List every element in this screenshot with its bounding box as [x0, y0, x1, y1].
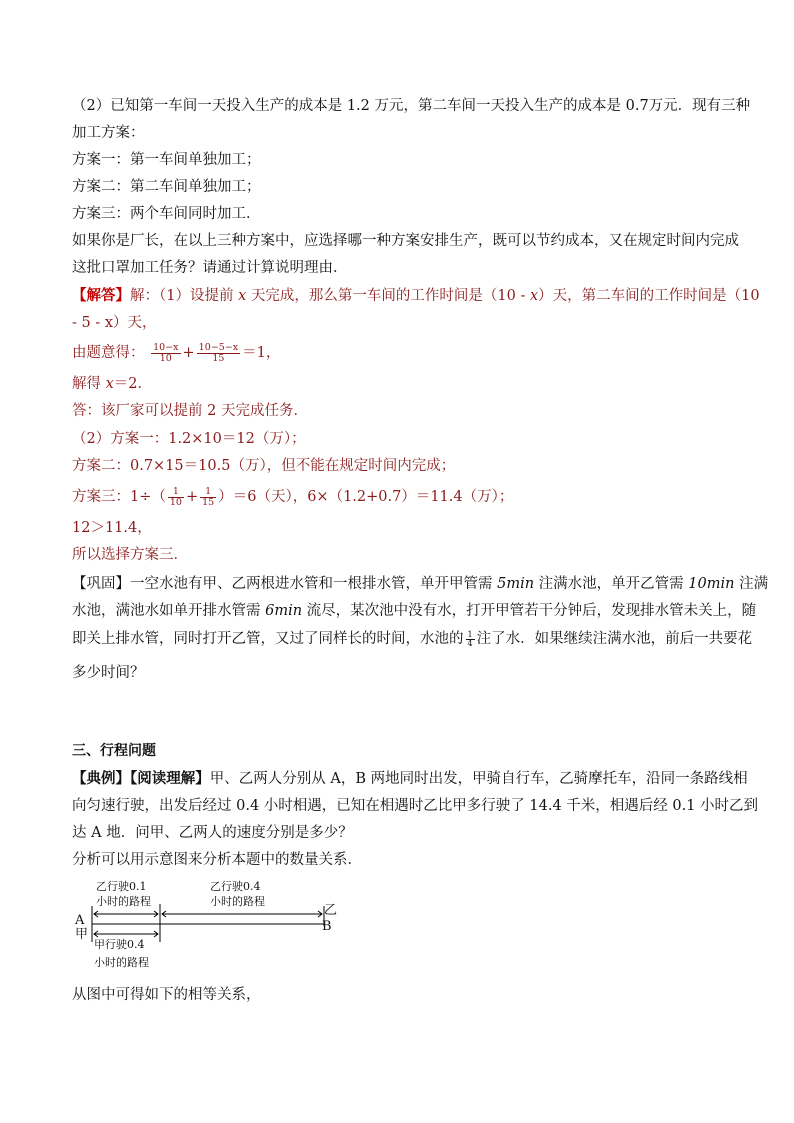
fraction-2 [197, 343, 240, 364]
point-jia-label: 甲 [75, 927, 89, 942]
answer-part2-plan3 [72, 484, 732, 510]
plan3-fraction-1-numerator: 1 [172, 485, 179, 497]
distance-diagram [72, 876, 372, 976]
solve-var-x: x [105, 376, 114, 392]
section3-line-4: 分析可以用示意图来分析本题中的数量关系． [72, 852, 362, 868]
consolidate-fraction-denominator: 4 [467, 638, 473, 648]
answer-solve [72, 374, 732, 394]
q2-option-2: 方案二：第二车间单独加工； [72, 179, 261, 195]
consolidate-tag: 【巩固】 [72, 576, 130, 592]
label-jia-0-4-line2: 小时的路程 [94, 956, 149, 969]
plan3-text-b: ）＝6（天），6×（1.2+0.7）＝11.4（万）； [218, 489, 514, 505]
fraction-2-numerator: 10−5−x [198, 341, 239, 353]
reading-tag: 【阅读理解】 [130, 770, 210, 787]
consolidate-text-2a: 水池，满池水如单开排水管需 [72, 603, 266, 619]
point-yi-label: 乙 [324, 903, 338, 918]
consolidate-text-3b: 注了水．如果继续注满水池，前后一共要花 [476, 631, 753, 647]
answer-part2-plan1: （2）方案一：1.2×10＝12（万）； [72, 431, 306, 447]
consolidate-text-3a: 即关上排水管，同时打开乙管，又过了同样长的时间，水池的 [72, 631, 464, 647]
plan3-fraction-1-denominator: 10 [169, 496, 182, 508]
label-yi-0-1-line1: 乙行驶0.1 [96, 880, 147, 893]
consolidate-text-1b: 注满水池，单开乙管需 [534, 576, 689, 592]
answer-line-1 [72, 286, 760, 306]
consolidate-text-1c: 注满 [734, 576, 769, 592]
fraction-2-denominator: 15 [197, 353, 240, 364]
plan3-fraction-2-numerator: 1 [205, 485, 212, 497]
answer-tag: 【解答】 [72, 287, 130, 304]
section3-line-3: 达 A 地．问甲、乙两人的速度分别是多少？ [72, 825, 353, 841]
consolidate-text-1a: 一空水池有甲、乙两根进水管和一根排水管，单开甲管需 [130, 576, 498, 592]
consolidate-fraction [466, 631, 475, 648]
answer-text-1c: ）天，第二车间的工作时间是（10 [538, 288, 760, 304]
label-yi-0-1-line2: 小时的路程 [96, 895, 151, 908]
answer-text-1a: 解：（1）设提前 [130, 288, 239, 304]
consolidate-line-4: 多少时间？ [72, 665, 145, 681]
answer-var-x: x [238, 288, 247, 304]
equation-prefix: 由题意得： [72, 345, 145, 361]
label-yi-0-4-line1: 乙行驶0.4 [210, 880, 261, 893]
consolidate-line-2 [72, 601, 757, 621]
example-tag: 【典例】 [72, 770, 130, 787]
fraction-1-numerator: 10−x [153, 341, 179, 353]
answer-part2-plan2: 方案二：0.7×15＝10.5（万），但不能在规定时间内完成； [72, 458, 456, 474]
answer-compare: 12＞11.4， [72, 520, 152, 536]
answer-var-x-2: x [529, 288, 539, 304]
answer-conclusion: 答：该厂家可以提前 2 天完成任务． [72, 403, 308, 419]
consolidate-fraction-numerator: 1 [467, 629, 473, 639]
point-b-label: B [322, 919, 332, 934]
answer-equation [72, 340, 732, 366]
plan3-text-a: 方案三：1÷（ [72, 489, 166, 505]
consolidate-time-3: 6min [265, 603, 303, 619]
section3-after-diagram: 从图中可得如下的相等关系， [72, 987, 261, 1003]
answer-line-2: - 5 - x）天， [72, 315, 157, 331]
section3-line-1 [72, 769, 748, 789]
q2-option-1: 方案一：第一车间单独加工； [72, 152, 261, 168]
q2-option-3: 方案三：两个车间同时加工． [72, 206, 261, 222]
plan3-plus: + [185, 489, 199, 505]
q2-question-1: 如果你是厂长，在以上三种方案中，应选择哪一种方案安排生产，既可以节约成本，又在规定时间内完成 [72, 233, 739, 249]
consolidate-line-3 [72, 627, 753, 651]
fraction-1-denominator: 10 [151, 353, 180, 364]
solve-text-b: ＝2． [113, 376, 153, 392]
plan3-fraction-2 [200, 487, 216, 508]
label-jia-0-4-line1: 甲行驶0.4 [94, 938, 145, 951]
consolidate-time-2: 10min [688, 576, 735, 592]
q2-line-2: 加工方案： [72, 125, 145, 141]
q2-line-1: （2）已知第一车间一天投入生产的成本是 1.2 万元，第二车间一天投入生产的成本是 0.7万元．现有三种 [72, 98, 751, 114]
equation-suffix: ＝1， [242, 345, 281, 361]
answer-text-1b: 天完成，那么第一车间的工作时间是（10 - [246, 288, 530, 304]
section3-heading: 三、行程问题 [72, 743, 156, 759]
plan3-fraction-1 [168, 487, 184, 508]
solve-text-a: 解得 [72, 376, 106, 392]
point-a-label: A [75, 913, 85, 928]
equation-plus: + [182, 345, 195, 361]
answer-choice: 所以选择方案三． [72, 547, 188, 563]
plan3-fraction-2-denominator: 15 [202, 496, 215, 508]
label-yi-0-4-line2: 小时的路程 [210, 895, 265, 908]
section3-text-1: 甲、乙两人分别从 A，B 两地同时出发，甲骑自行车，乙骑摩托车，沿同一条路线相 [209, 771, 748, 787]
consolidate-line-1 [72, 574, 769, 594]
fraction-1 [151, 343, 180, 364]
q2-question-2: 这批口罩加工任务？请通过计算说明理由． [72, 260, 348, 276]
consolidate-time-1: 5min [497, 576, 535, 592]
consolidate-text-2b: 流尽，某次池中没有水，打开甲管若干分钟后，发现排水管未关上，随 [302, 603, 757, 619]
section3-line-2: 向匀速行驶，出发后经过 0.4 小时相遇，已知在相遇时乙比甲多行驶了 14.4 千米，相遇后经 0.1 小时乙到 [72, 798, 759, 814]
